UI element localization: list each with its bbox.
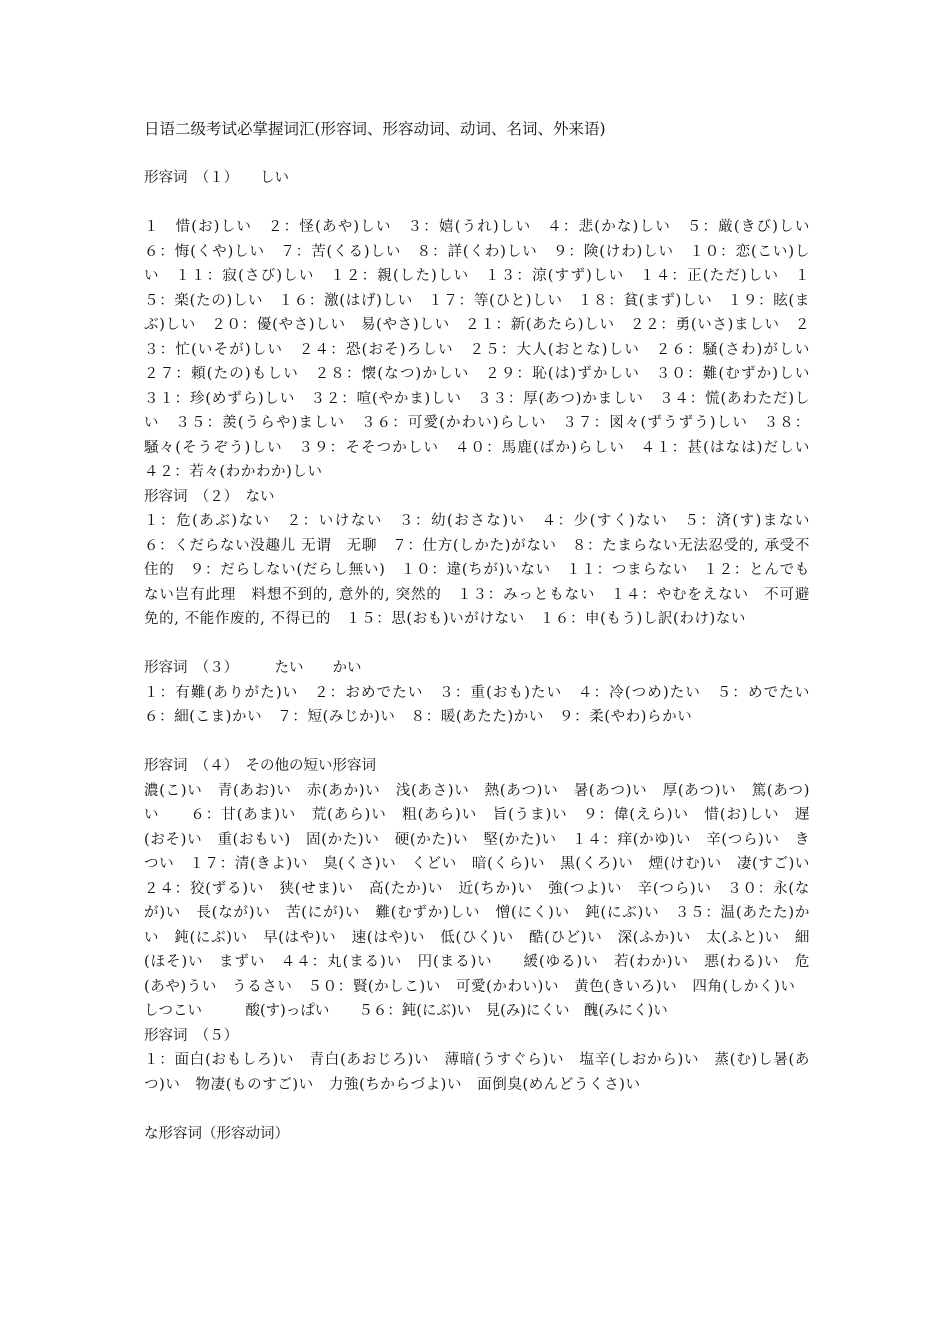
document-title: 日语二级考试必掌握词汇(形容词、形容动词、动词、名词、外来语) — [144, 120, 606, 138]
spacer — [144, 1097, 810, 1122]
section-body-3: １：有難(ありがた)い ２：おめでたい ３：重(おも)たい ４：冷(つめ)たい ５：めでたい ６：細(こま)かい ７：短(みじか)い ８：暖(あたた)かい ９：柔(やわ)らかい — [144, 684, 826, 725]
section-body-2: １：危(あぶ)ない ２：いけない ３：幼(おさな)い ４：少(すく)ない ５：済(す)まない ６：くだらない没趣儿 无谓 无聊 ７：仕方(しかた)がない ８：たまらない无法忍受的, 承受不住的 ９：だらしない(だらし無い) １０：違(ちが)いない １１：つまらない １２：とんでもない岂有此理 料想不到的, 意外的, 突然的 １３：みっともない １４：やむをえない 不可避免的, 不能作废的, 不得已的 １５：思(おも)いがけない １６：申(もう)し訳(わけ)ない — [144, 513, 826, 627]
section-heading-5: 形容词 （５） — [144, 1027, 239, 1044]
section-body-5: １：面白(おもしろ)い 青白(あおじろ)い 薄暗(うすぐら)い 塩辛(しおから)い 蒸(む)し暑(あつ)い 物凄(ものすご)い 力強(ちからづよ)い 面倒臭(めんどうくさ)い — [144, 1052, 810, 1093]
section-heading-2: 形容词 （２） ない — [144, 488, 275, 505]
section-body-4-extra-line: しつこい 酸(す)っぱい ５６：鈍(にぶ)い 見(み)にくい 醜(みにく)い — [144, 1003, 668, 1019]
spacer — [144, 632, 810, 657]
spacer — [144, 191, 810, 216]
spacer — [144, 730, 810, 755]
section-heading-1: 形容词 （１） しい — [144, 170, 289, 186]
section-body-4: 濃(こ)い 青(あお)い 赤(あか)い 浅(あさ)い 熱(あつ)い 暑(あつ)い 厚(あつ)い 篤(あつ)い ６：甘(あま)い 荒(あら)い 粗(あら)い 旨(うま)い ９：偉(えら)い 惜(お)しい 遅(おそ)い 重(おもい) 固(かた)い 硬(かた)い 堅(かた)い １４：痒(かゆ)い 辛(つら)い きつい １７：清(きよ)い 臭(くさ)い くどい 暗(くら)い 黒(くろ)い 煙(けむ)い 凄(すご)い ２４：狡(ずる)い 狭(せま)い 高(たか)い 近(ちか)い 強(つよ)い 辛(つら)い ３０：永(なが)い 長(なが)い 苦(にが)い 難(むずか)しい 憎(にく)い 鈍(にぶ)い ３５：温(あたた)かい 鈍(にぶ)い 早(はや)い 速(はや)い 低(ひく)い 酷(ひど)い 深(ふか)い 太(ふと)い 細(ほそ)い まずい ４４：丸(まる)い 円(まる)い 緩(ゆる)い 若(わか)い 悪(わる)い 危(あや)うい うるさい ５０：賢(かしこ)い 可愛(かわい)い 黄色(きいろ)い 四角(しかく)い — [144, 782, 826, 995]
section-body-1: １ 惜(お)しい ２：怪(あや)しい ３：嬉(うれ)しい ４：悲(かな)しい ５：厳(きび)しい ６：悔(くや)しい ７：苦(くる)しい ８：詳(くわ)しい ９：険(けわ)しい １０：恋(こい)しい １１：寂(さび)しい １２：親(した)しい １３：涼(すず)しい １４：正(ただ)しい １５：楽(たの)しい １６：激(はげ)しい １７：等(ひと)しい １８：貧(まず)しい １９：眩(まぶ)しい ２０：優(やさ)しい 易(やさ)しい ２１：新(あたら)しい ２２：勇(いさ)ましい ２３：忙(いそが)しい ２４：恐(おそ)ろしい ２５：大人(おとな)しい ２６：騒(さわ)がしい ２７：頼(たの)もしい ２８：懐(なつ)かしい ２９：恥(は)ずかしい ３０：難(むずか)しい ３１：珍(めずら)しい ３２：喧(やかま)しい ３３：厚(あつ)かましい ３４：慌(あわただ)しい ３５：羨(うらや)ましい ３６：可愛(かわい)らしい ３７：図々(ずうずう)しい ３８：騒々(そうぞう)しい ３９：そそつかしい ４０：馬鹿(ばか)らしい ４１：甚(はなは)だしい ４２：若々(わかわか)しい — [144, 219, 826, 480]
section-heading-3: 形容词 （３） たい かい — [144, 660, 362, 676]
section-heading-6: な形容词（形容动词） — [144, 1125, 289, 1142]
section-heading-4: 形容词 （４） その他の短い形容词 — [144, 758, 376, 774]
